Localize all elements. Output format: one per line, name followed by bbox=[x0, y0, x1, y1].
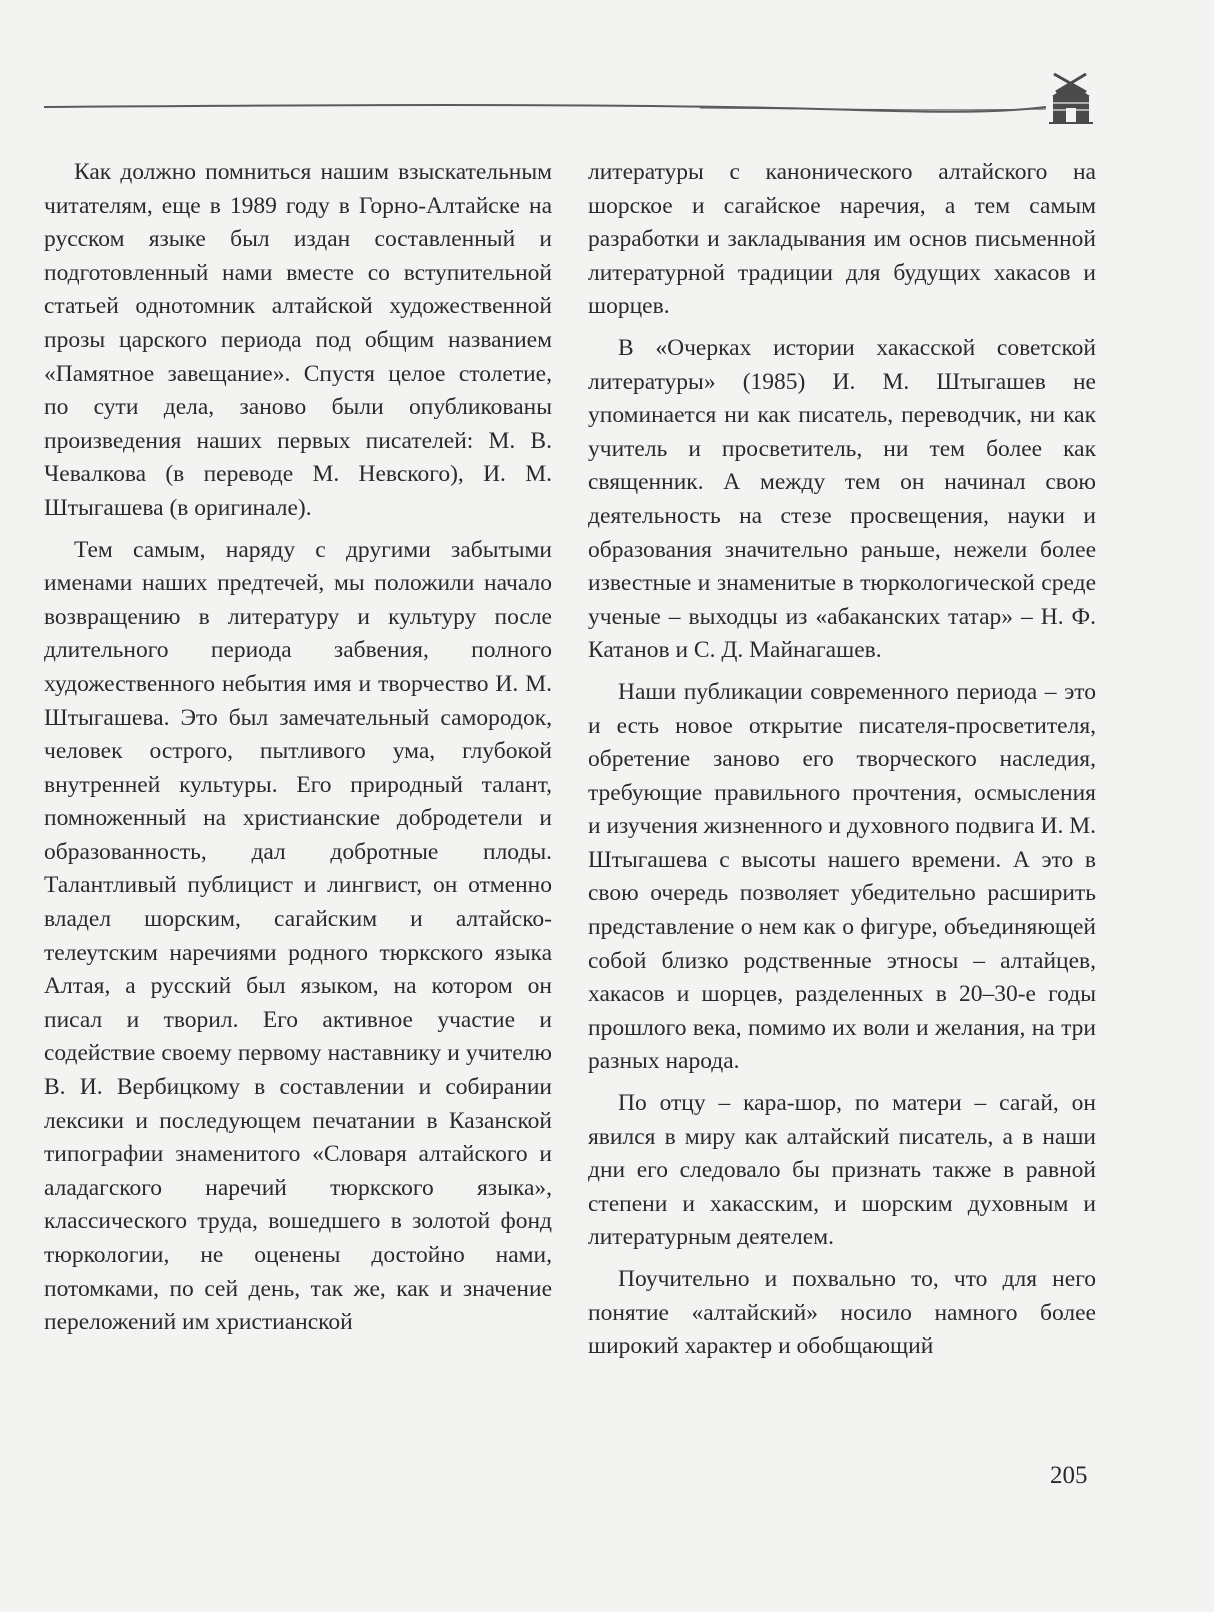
paragraph: Поучительно и похвально то, что для него понятие «алтайский» носило намного более широкий характер и обобщающий bbox=[588, 1266, 1096, 1360]
left-text-column bbox=[44, 156, 552, 1348]
right-text-column bbox=[588, 156, 1096, 1372]
paragraph: Тем самым, наряду с другими забытыми именами наших предтечей, мы положили начало возвращению в литературу и культуру после длительного периода забвения, полного художественного небытия имя и творчество И. М. Штыгашева. Это был замечательный самородок, человек острого, пытливого ума, глубокой внутренней культуры. Его природный талант, помноженный на христианские добродетели и образованность, дал добротные плоды. Талантливый публицист и лингвист, он отменно владел шорским, сагайским и алтайско-телеутским наречиями родного тюркского языка Алтая, а русский был языком, на котором он писал и творил. Его активное участие и содействие своему первому наставнику и учителю В. И. Вербицкому в составлении и собирании лексики и последующем печатании в Казанской типографии знаменитого «Словаря алтайского и аладагского наречий тюркского языка», классического труда, вошедшего в золотой фонд тюркологии, не оценены достойно нами, потомками, по сей день, так же, как и значение переложений им христианской bbox=[44, 536, 552, 1336]
paragraph: В «Очерках истории хакасской советской литературы» (1985) И. М. Штыгашев не упоминается ни как писатель, переводчик, ни как учитель и просветитель, ни тем более как священник. А между тем он начинал свою деятельность на стезе просвещения, науки и образования значительно раньше, нежели более известные и знаменитые в тюркологической среде ученые – выходцы из «абаканских татар» – Н. Ф. Катанов и С. Д. Майнагашев. bbox=[588, 334, 1096, 664]
paragraph: Наши публикации современного периода – это и есть новое открытие писателя-просветителя, обретение заново его творческого наследия, требующие правильного прочтения, осмысления и изучения жизненного и духовного подвига И. М. Штыгашева с высоты нашего времени. А это в свою очередь позволяет убедительно расширить представление о нем как о фигуре, объединяющей собой близко родственные этносы – алтайцев, хакасов и шорцев, разделенных в 20–30-е годы прошлого века, помимо их воли и желания, на три разных народа. bbox=[588, 678, 1096, 1075]
paragraph-continuation: литературы с канонического алтайского на шорское и сагайское наречия, а тем самым разработки и закладывания им основ письменной литературной традиции для будущих хакасов и шорцев. bbox=[588, 159, 1096, 320]
header-divider-line bbox=[0, 95, 1214, 135]
paragraph: Как должно помниться нашим взыскательным читателям, еще в 1989 году в Горно-Алтайске на русском языке был издан составленный и подготовленный нами вместе со вступительной статьей однотомник алтайской художественной прозы царского периода под общим названием «Памятное завещание». Спустя целое столетие, по сути дела, заново были опубликованы произведения наших первых писателей: М. В. Чевалкова (в переводе М. Невского), И. М. Штыгашева (в оригинале). bbox=[44, 159, 552, 521]
paragraph: По отцу – кара-шор, по матери – сагай, он явился в миру как алтайский писатель, а в наши дни его следовало бы признать также в равной степени и хакасским, и шорским духовным и литературным деятелем. bbox=[588, 1090, 1096, 1251]
yurt-icon bbox=[1046, 70, 1096, 128]
page-number: 205 bbox=[1050, 1462, 1088, 1489]
